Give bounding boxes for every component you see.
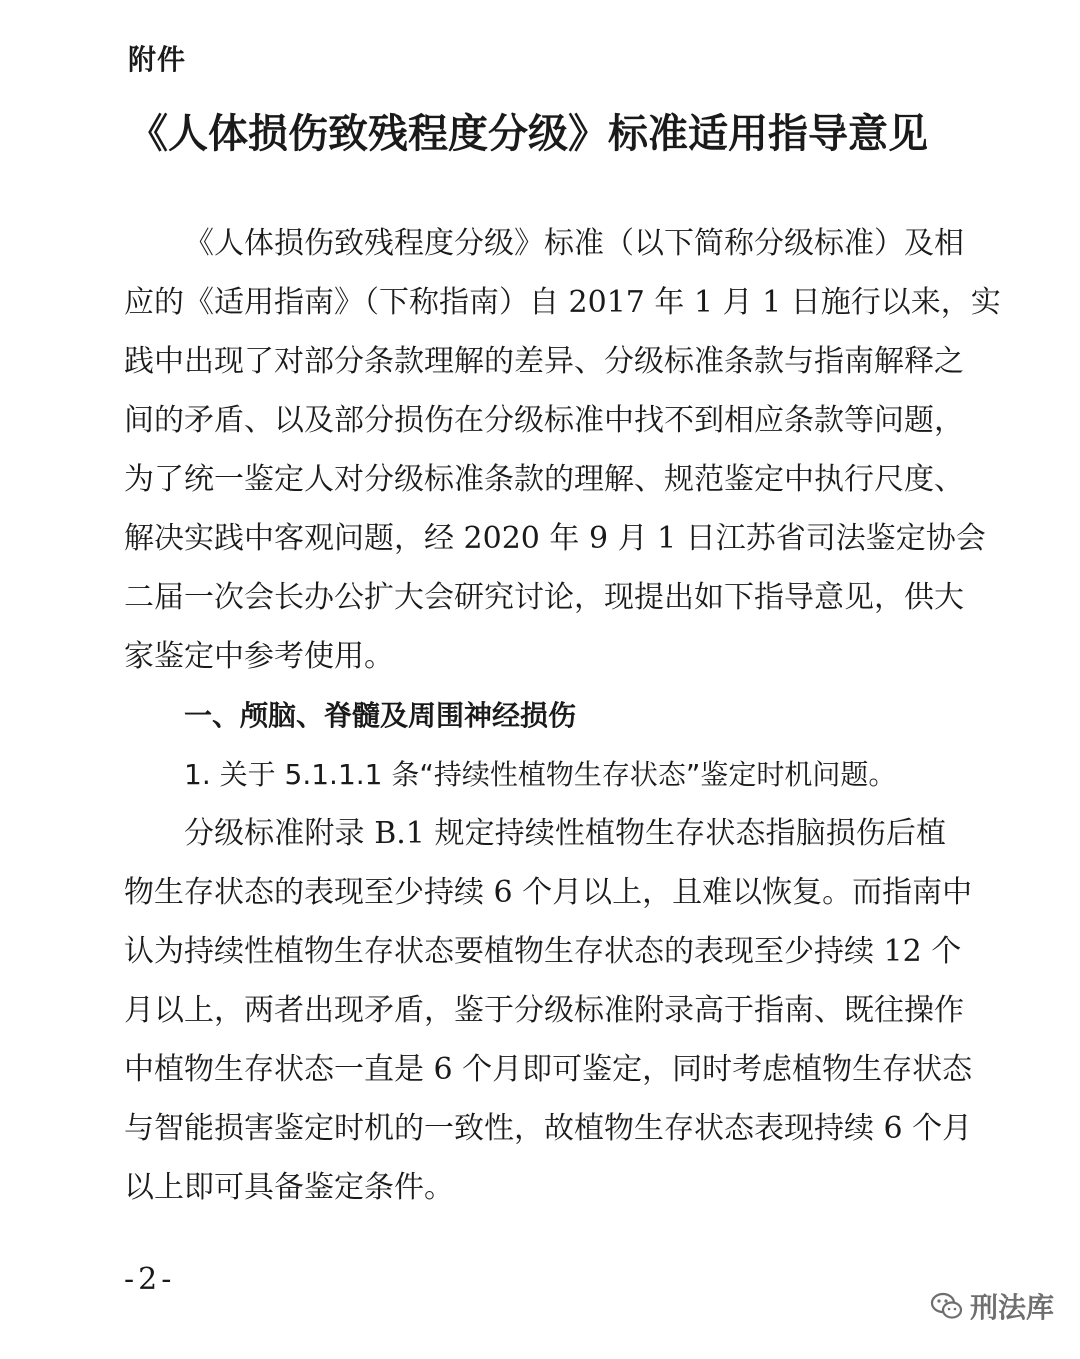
item-heading: 1. 关于 5.1.1.1 条“持续性植物生存状态”鉴定时机问题。 bbox=[184, 758, 897, 791]
wechat-icon bbox=[930, 1291, 964, 1321]
intro-line: 《人体损伤致残程度分级》标准（以下简称分级标准）及相 bbox=[184, 226, 964, 261]
document-body bbox=[124, 214, 1001, 1217]
item-line: 以上即可具备鉴定条件。 bbox=[124, 1170, 454, 1205]
section-heading: 一、颅脑、脊髓及周围神经损伤 bbox=[184, 699, 577, 732]
watermark bbox=[930, 1286, 1054, 1326]
item-line: 分级标准附录 B.1 规定持续性植物生存状态指脑损伤后植 bbox=[184, 816, 946, 851]
item-line: 物生存状态的表现至少持续 6 个月以上，且难以恢复。而指南中 bbox=[124, 875, 973, 910]
page-number: -2- bbox=[124, 1262, 176, 1297]
intro-line: 践中出现了对部分条款理解的差异、分级标准条款与指南解释之 bbox=[124, 344, 964, 379]
intro-line: 应的《适用指南》（下称指南）自 2017 年 1 月 1 日施行以来，实 bbox=[124, 285, 1001, 320]
intro-line: 二届一次会长办公扩大会研究讨论，现提出如下指导意见，供大 bbox=[124, 580, 964, 615]
item-line: 认为持续性植物生存状态要植物生存状态的表现至少持续 12 个 bbox=[124, 934, 962, 969]
item-line: 月以上，两者出现矛盾，鉴于分级标准附录高于指南、既往操作 bbox=[124, 993, 964, 1028]
document-title: 《人体损伤致残程度分级》标准适用指导意见 bbox=[128, 111, 928, 157]
intro-line: 解决实践中客观问题，经 2020 年 9 月 1 日江苏省司法鉴定协会 bbox=[124, 521, 986, 556]
watermark-text: 刑法库 bbox=[970, 1291, 1055, 1324]
intro-line: 家鉴定中参考使用。 bbox=[124, 639, 394, 674]
intro-line: 为了统一鉴定人对分级标准条款的理解、规范鉴定中执行尺度、 bbox=[124, 462, 964, 497]
attachment-label: 附件 bbox=[128, 43, 187, 76]
item-line: 与智能损害鉴定时机的一致性，故植物生存状态表现持续 6 个月 bbox=[124, 1111, 973, 1146]
intro-line: 间的矛盾、以及部分损伤在分级标准中找不到相应条款等问题， bbox=[124, 403, 964, 438]
item-line: 中植物生存状态一直是 6 个月即可鉴定，同时考虑植物生存状态 bbox=[124, 1052, 973, 1087]
